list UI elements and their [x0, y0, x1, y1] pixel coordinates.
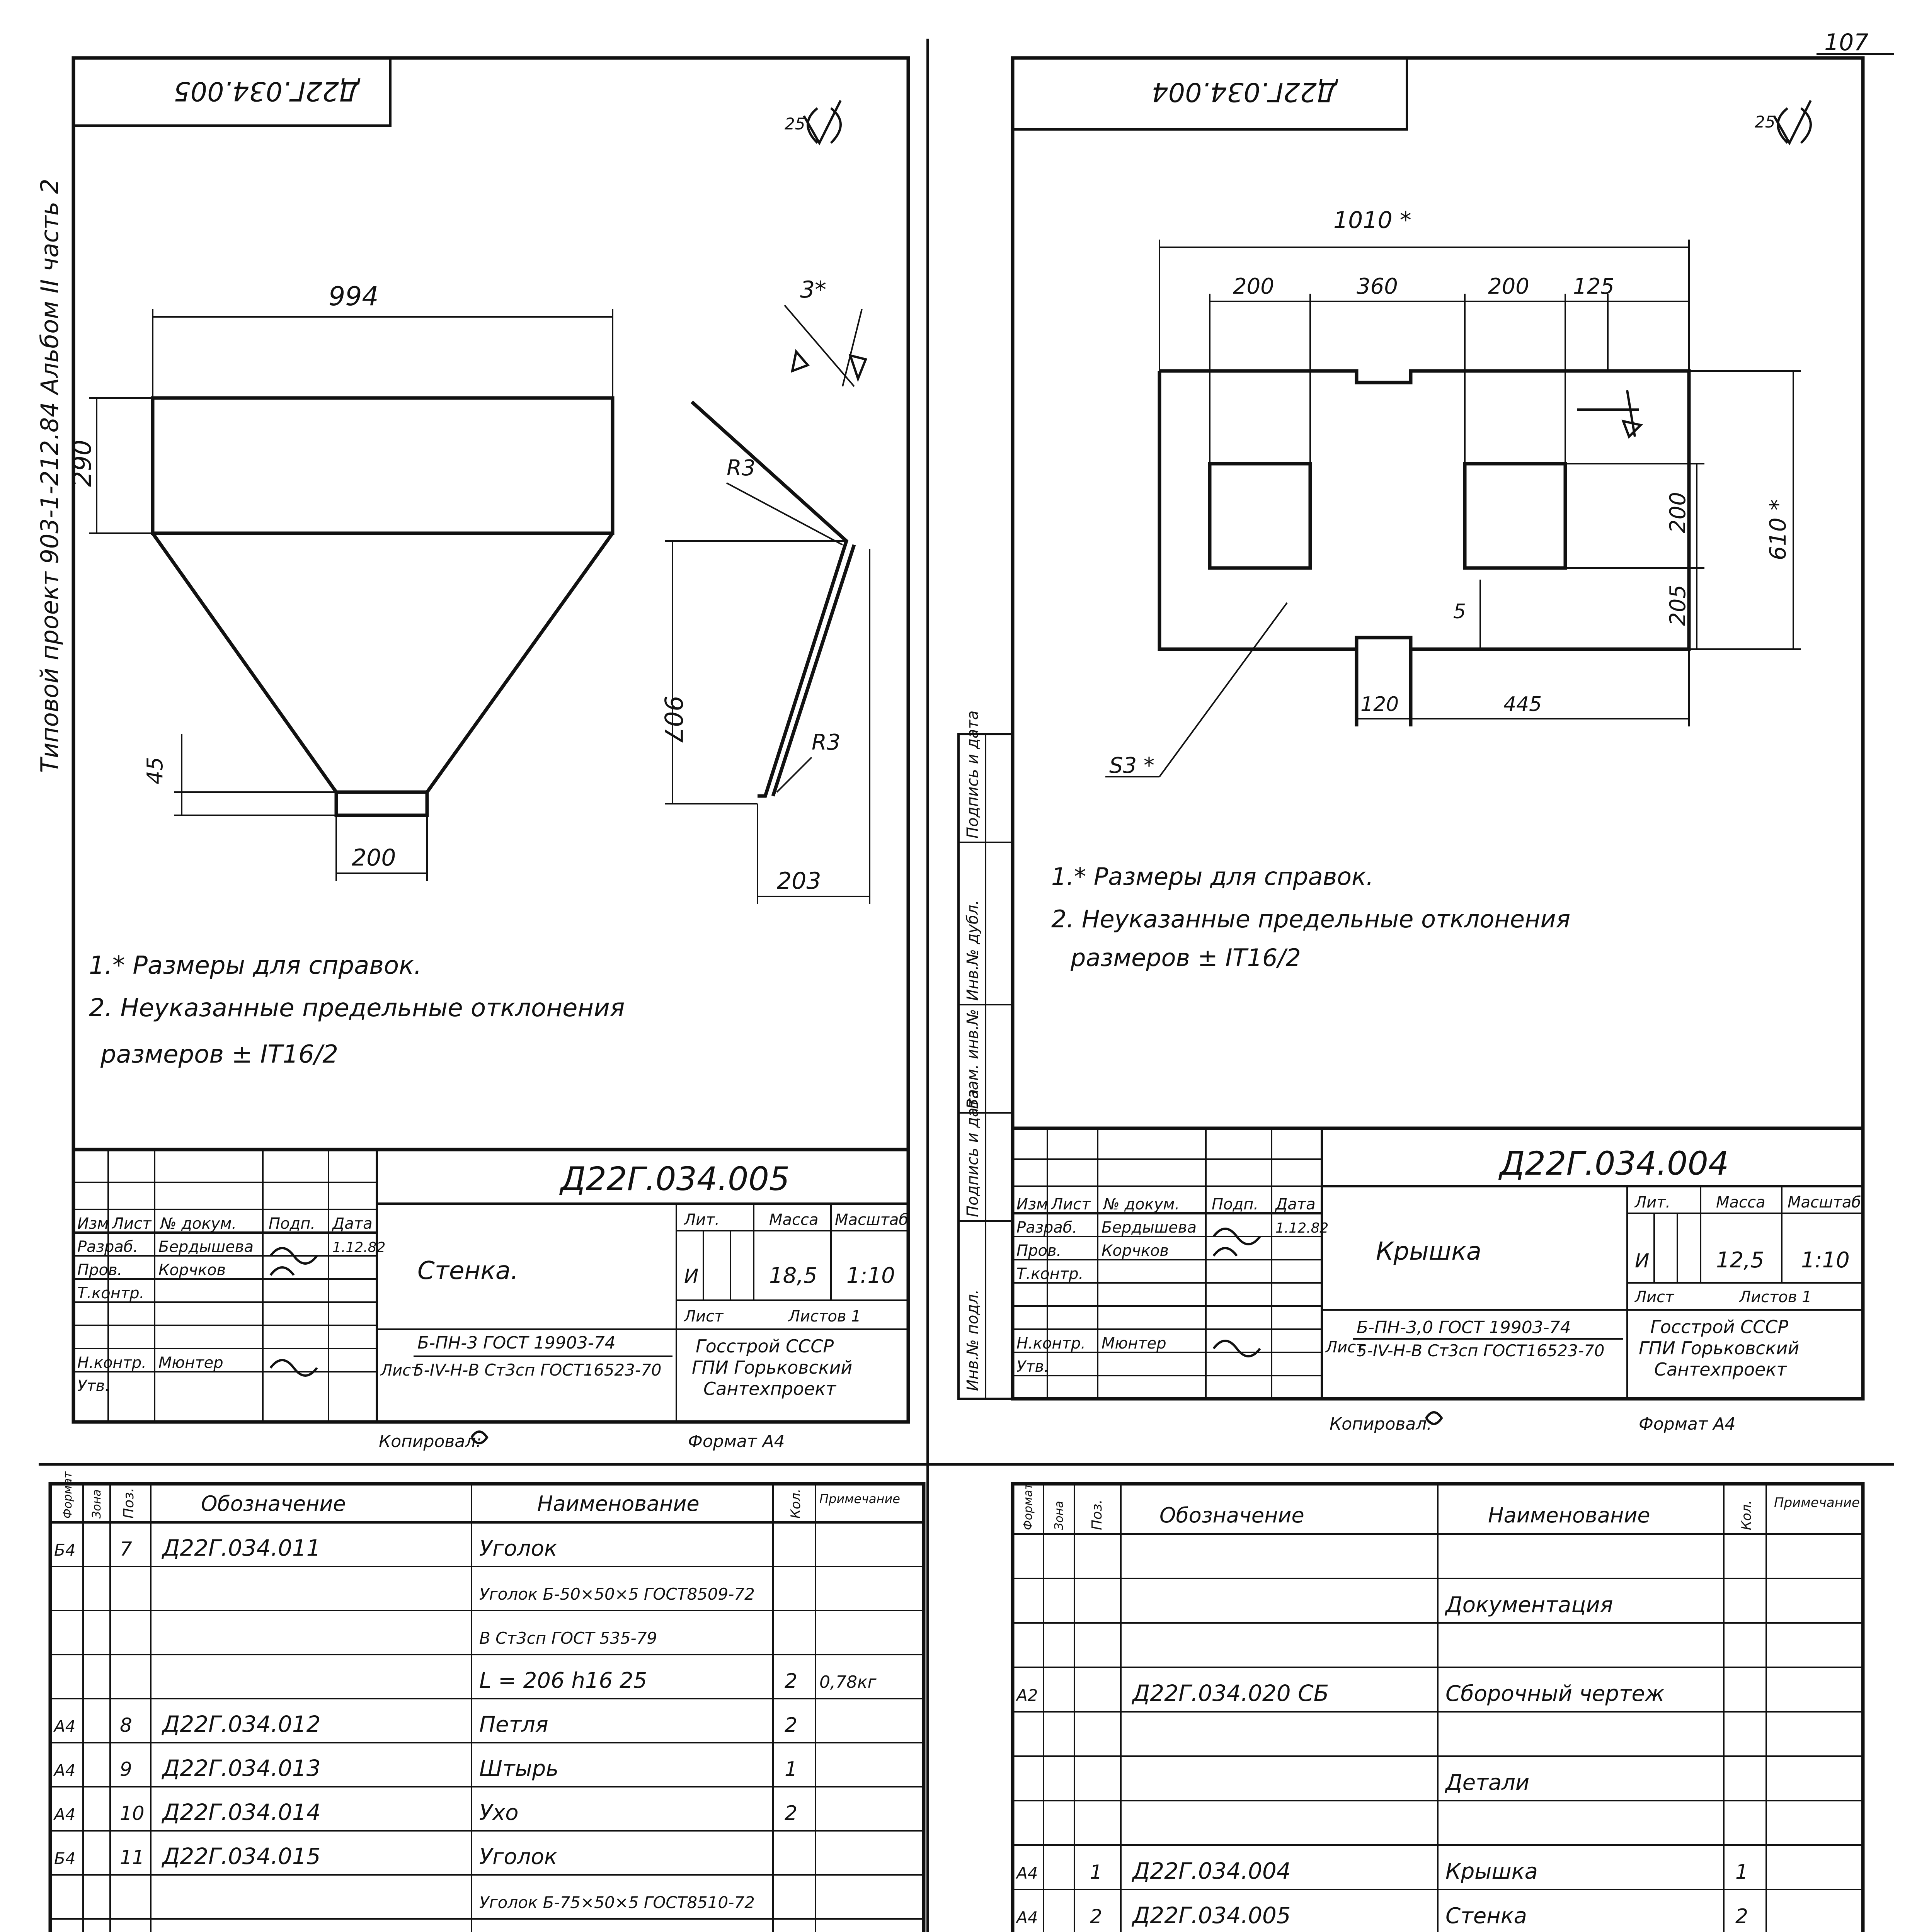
- tb-header-sign: Подп.: [269, 1215, 316, 1233]
- spec-cell-format: А4: [1016, 1908, 1038, 1927]
- spec2-header-designation: Обозначение: [201, 1492, 346, 1516]
- spec-cell-name: Сборочный чертеж: [1445, 1681, 1665, 1706]
- tb2-org-2: ГПИ Горьковский: [1639, 1338, 1800, 1359]
- tb-sheets-label: Листов 1: [788, 1308, 861, 1325]
- tb2-header-list: Лист: [1051, 1196, 1091, 1213]
- dim-200-bottom: 200: [352, 844, 396, 871]
- tb2-lit-value: И: [1635, 1250, 1650, 1272]
- tb-role-5: Утв.: [77, 1377, 110, 1395]
- note-2-stenka: 2. Неуказанные предельные отклонения: [89, 994, 625, 1022]
- tb-material-1: Б-ПН-3 ГОСТ 19903-74: [417, 1333, 616, 1353]
- tb-person-0: Бердышева: [158, 1238, 254, 1256]
- svg-text:Формат: Формат: [1021, 1483, 1035, 1530]
- tb2-role-1: Пров.: [1016, 1242, 1062, 1260]
- spec-cell-name: Уголок Б-75×50×5 ГОСТ8510-72: [479, 1893, 755, 1912]
- tb-scale-label: Масштаб: [835, 1211, 909, 1229]
- title-block-kryshka: [1013, 1128, 1863, 1399]
- svg-text:Формат: Формат: [61, 1471, 75, 1519]
- dim-120: 120: [1360, 693, 1399, 716]
- tb-mass-label: Масса: [769, 1211, 819, 1229]
- spec-cell-designation: Д22Г.034.020 СБ: [1132, 1680, 1329, 1706]
- spec-cell-name: В Ст3сп ГОСТ 535-79: [479, 1629, 657, 1648]
- tb-person-1: Корчков: [158, 1261, 226, 1279]
- spec-cell-designation: Д22Г.034.013: [162, 1755, 321, 1781]
- tb2-name: Крышка: [1376, 1237, 1482, 1266]
- tb2-header-sign: Подп.: [1212, 1196, 1259, 1213]
- spec2-rows: [50, 1535, 924, 1932]
- spec-cell-name: Петля: [479, 1712, 548, 1737]
- tb-role-1: Пров.: [77, 1261, 123, 1279]
- svg-text:Инв.№ дубл.: Инв.№ дубл.: [964, 900, 982, 1001]
- spec-sheet-1: [1013, 1483, 1863, 1932]
- tb-header-izm: Изм: [77, 1215, 109, 1233]
- title-block-stenka: [73, 1150, 908, 1422]
- tb2-mass: 12,5: [1716, 1248, 1764, 1273]
- tb-person-4: Мюнтер: [158, 1354, 223, 1372]
- tb-org-3: Сантехпроект: [703, 1378, 836, 1399]
- tb-material-prefix: Лист: [381, 1362, 420, 1379]
- tb-header-list: Лист: [112, 1215, 152, 1233]
- format-kryshka: Формат А4: [1639, 1414, 1736, 1434]
- spec-cell-format: А4: [1016, 1864, 1038, 1883]
- spec-cell-format: А4: [54, 1761, 76, 1780]
- tb2-material-prefix: Лист: [1326, 1338, 1365, 1356]
- spec-cell-name: Стенка: [1445, 1903, 1527, 1929]
- dim-205: 205: [1665, 585, 1691, 626]
- dim-200-c: 200: [1488, 274, 1529, 299]
- tb2-person-4: Мюнтер: [1102, 1335, 1166, 1352]
- dim-45: 45: [143, 757, 168, 784]
- roughness-kryshka: 25: [1755, 112, 1776, 131]
- svg-text:Поз.: Поз.: [1089, 1499, 1105, 1530]
- tb2-sheet-label: Лист: [1635, 1288, 1674, 1306]
- note-2-kryshka: 2. Неуказанные предельные отклонения: [1051, 905, 1571, 933]
- spec-cell-position: 1: [1090, 1861, 1102, 1883]
- tb-date: 1.12.82: [332, 1240, 386, 1255]
- spec-cell-format: А4: [54, 1805, 76, 1824]
- spec-cell-designation: Д22Г.034.015: [162, 1843, 321, 1869]
- svg-text:Подпись и дата: Подпись и дата: [964, 1089, 982, 1217]
- tb2-org-1: Госстрой СССР: [1650, 1316, 1789, 1337]
- spec-cell-name: Детали: [1445, 1770, 1530, 1795]
- dim-203: 203: [777, 867, 821, 895]
- tb2-role-0: Разраб.: [1016, 1219, 1078, 1236]
- spec-cell-quantity: 1: [1735, 1861, 1748, 1884]
- spec-cell-note: 0,78кг: [819, 1672, 877, 1692]
- spec-cell-designation: Д22Г.034.012: [162, 1711, 321, 1737]
- spec-cell-name: Ухо: [479, 1800, 519, 1825]
- dim-125: 125: [1573, 274, 1614, 299]
- spec1-header-designation: Обозначение: [1159, 1503, 1304, 1527]
- tb-mass: 18,5: [769, 1263, 817, 1288]
- spec-cell-format: Б4: [54, 1541, 76, 1560]
- note-3-stenka: размеров ± IT16/2: [100, 1040, 339, 1069]
- tb-role-2: Т.контр.: [77, 1284, 145, 1302]
- spec-cell-name: Уголок Б-50×50×5 ГОСТ8509-72: [479, 1585, 755, 1604]
- drawing-kryshka: [1013, 58, 1863, 1434]
- copied-stenka: Копировал:: [379, 1432, 482, 1451]
- dim-994: 994: [329, 281, 379, 312]
- spec-cell-name: Крышка: [1445, 1859, 1538, 1884]
- spec-cell-position: 9: [120, 1758, 132, 1781]
- spec2-header-note: Примечание: [819, 1492, 900, 1506]
- tb2-role-4: Н.контр.: [1016, 1335, 1086, 1352]
- tb2-code: Д22Г.034.004: [1500, 1145, 1729, 1182]
- svg-text:Зона: Зона: [90, 1489, 104, 1519]
- svg-text:Поз.: Поз.: [121, 1488, 137, 1519]
- tb-material-2: 5-IV-Н-В Ст3сп ГОСТ16523-70: [414, 1361, 662, 1379]
- tb2-person-1: Корчков: [1102, 1242, 1169, 1260]
- tb-code-stenka: Д22Г.034.005: [560, 1160, 790, 1198]
- tb-sheet-label: Лист: [684, 1308, 724, 1325]
- spec-cell-quantity: 2: [785, 1802, 798, 1825]
- tb-scale: 1:10: [846, 1263, 895, 1288]
- spec-cell-name: Документация: [1445, 1592, 1613, 1617]
- tb-org-2: ГПИ Горьковский: [692, 1357, 853, 1378]
- spec-cell-quantity: 1: [785, 1758, 798, 1781]
- note-3-kryshka: размеров ± IT16/2: [1071, 944, 1301, 972]
- svg-text:Кол.: Кол.: [788, 1488, 804, 1519]
- tb2-role-5: Утв.: [1016, 1358, 1049, 1376]
- spec-cell-position: 8: [120, 1714, 132, 1736]
- stamp-code-kryshka: Д22Г.034.004: [1151, 77, 1337, 107]
- tb2-mass-label: Масса: [1716, 1194, 1765, 1211]
- tb2-role-2: Т.контр.: [1016, 1265, 1084, 1283]
- tb2-date: 1.12.82: [1275, 1220, 1329, 1236]
- tb-lit-value: И: [684, 1265, 699, 1287]
- tb-lit-label: Лит.: [684, 1211, 720, 1229]
- tb2-scale-label: Масштаб: [1788, 1194, 1861, 1211]
- spec-cell-position: 7: [120, 1538, 132, 1560]
- spec-cell-name: Уголок: [479, 1536, 557, 1561]
- spec-cell-name: Уголок: [479, 1844, 557, 1869]
- dim-1010: 1010 *: [1333, 207, 1411, 234]
- dim-360: 360: [1357, 274, 1398, 299]
- tb-header-date: Дата: [332, 1215, 373, 1233]
- dim-5: 5: [1453, 600, 1466, 623]
- note-1-stenka: 1.* Размеры для справок.: [89, 951, 422, 980]
- spec2-header-name: Наименование: [537, 1492, 700, 1516]
- format-stenka: Формат А4: [688, 1432, 785, 1451]
- copied-kryshka: Копировал:: [1330, 1414, 1433, 1434]
- svg-text:Взам. инв.№: Взам. инв.№: [964, 1009, 982, 1109]
- margin-note: [36, 179, 64, 773]
- dim-200-h: 200: [1665, 492, 1691, 533]
- stamp-code-stenka: Д22Г.034.005: [174, 76, 359, 106]
- tb-role-4: Н.контр.: [77, 1354, 146, 1372]
- spec1-header-name: Наименование: [1488, 1503, 1650, 1527]
- tb2-material-1: Б-ПН-3,0 ГОСТ 19903-74: [1357, 1318, 1571, 1337]
- dim-290: 290: [68, 439, 97, 487]
- svg-text:Кол.: Кол.: [1739, 1500, 1754, 1530]
- roughness-stenka: 25: [785, 114, 805, 133]
- tb2-header-date: Дата: [1275, 1196, 1316, 1213]
- spec-cell-quantity: 2: [785, 1670, 798, 1693]
- tb2-scale: 1:10: [1801, 1248, 1850, 1273]
- spec-cell-quantity: 2: [1735, 1905, 1748, 1928]
- spec-cell-position: 10: [120, 1802, 145, 1825]
- spec-cell-position: 2: [1090, 1905, 1102, 1928]
- spec-cell-name: Штырь: [479, 1756, 559, 1781]
- tb-role-0: Разраб.: [77, 1238, 138, 1256]
- spec-cell-designation: Д22Г.034.004: [1132, 1858, 1291, 1884]
- note-1-kryshka: 1.* Размеры для справок.: [1051, 862, 1374, 891]
- spec-cell-designation: Д22Г.034.014: [162, 1799, 321, 1825]
- spec-cell-quantity: 2: [785, 1714, 798, 1737]
- spec-cell-format: Б4: [54, 1849, 76, 1868]
- spec-cell-position: 11: [120, 1846, 145, 1869]
- tb-name-stenka: Стенка.: [417, 1257, 519, 1285]
- page-number: 107: [1824, 29, 1869, 56]
- tb2-header-doc: № докум.: [1103, 1196, 1180, 1213]
- dim-445: 445: [1503, 693, 1542, 716]
- dim-610: 610 *: [1765, 499, 1791, 560]
- drawing-stenka: [68, 58, 908, 1451]
- spec-cell-designation: Д22Г.034.005: [1132, 1902, 1291, 1929]
- dim-s3: S3 *: [1109, 753, 1154, 778]
- tb2-org-3: Сантехпроект: [1654, 1359, 1787, 1380]
- svg-text:Зона: Зона: [1052, 1501, 1066, 1530]
- spec-cell-name: L = 206 h16 25: [479, 1668, 647, 1693]
- svg-text:Типовой проект 903-1-212.84: Типовой проект 903-1-212.84 Альбом II часть 2: [36, 179, 64, 773]
- tb2-person-0: Бердышева: [1102, 1219, 1197, 1236]
- tb-header-doc: № докум.: [160, 1215, 237, 1233]
- spec-cell-format: А2: [1016, 1686, 1038, 1705]
- dim-angle: 3*: [800, 276, 827, 303]
- spec-sheet-2: [50, 1471, 924, 1932]
- dim-200-a: 200: [1233, 274, 1274, 299]
- spec-cell-designation: Д22Г.034.011: [162, 1535, 321, 1561]
- dim-r3-bottom: R3: [812, 730, 841, 755]
- dim-907: 907: [659, 696, 687, 743]
- tb2-material-2: 5-IV-Н-В Ст3сп ГОСТ16523-70: [1357, 1341, 1605, 1360]
- tb2-sheets-label: Листов 1: [1739, 1288, 1812, 1306]
- tb2-header-izm: Изм: [1016, 1196, 1048, 1213]
- svg-text:Инв.№ подл.: Инв.№ подл.: [964, 1289, 982, 1391]
- dim-r3-top: R3: [727, 456, 756, 481]
- svg-text:Подпись и дата: Подпись и дата: [964, 710, 982, 838]
- spec1-header-note: Примечание: [1774, 1495, 1860, 1510]
- spec-cell-format: А4: [54, 1717, 76, 1736]
- tb-org-1: Госстрой СССР: [696, 1336, 834, 1357]
- side-stamp-top: [958, 711, 1013, 1399]
- tb2-lit-label: Лит.: [1635, 1194, 1671, 1211]
